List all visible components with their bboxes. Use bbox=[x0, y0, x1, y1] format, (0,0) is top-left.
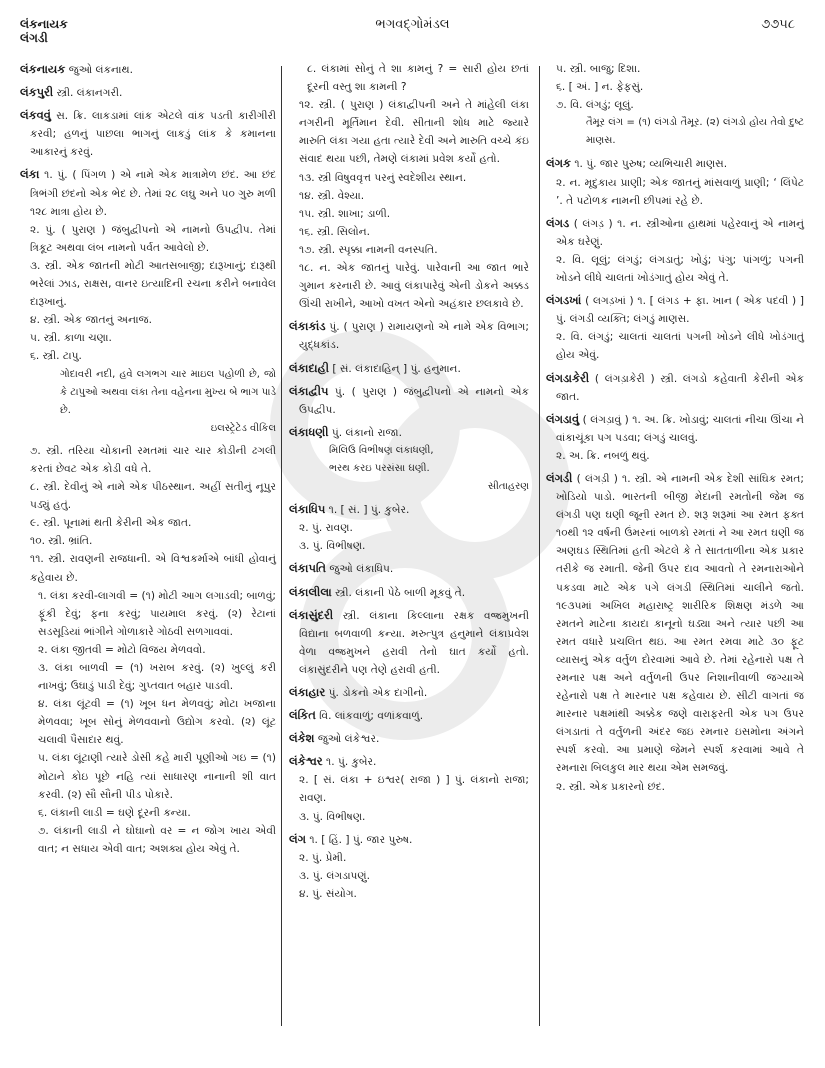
entry-sense: ૭. સ્ત્રી. તરિયા ચોકાની રમતમાં ચાર ચાર કોડીની ઢગલી કરતાં છેવટ એક કોડી વધે તે. bbox=[30, 444, 276, 475]
definition-text: ( લગડ઼ખાં ) ૧. [ લંગડ + ફા. ખાન ( એક પદવી ) ] પું. લંગડી વ્યક્તિ; લંગડું માણસ. bbox=[556, 295, 804, 326]
entry-definition bbox=[289, 559, 529, 578]
entry-definition bbox=[289, 752, 529, 771]
entry-sense: ૨. સ્ત્રી. એક પ્રકારનો છંદ. bbox=[556, 780, 665, 793]
definition-text: ૧. પું. જાર પુરુષ; વ્યભિચારી માણસ. bbox=[574, 158, 728, 171]
dictionary-entry bbox=[20, 106, 276, 161]
definition-text: વિ. લાંકવાળું; વળાંકવાળું. bbox=[319, 710, 424, 723]
entry-sense: ૧૨. સ્ત્રી. ( પુરાણ ) લંકાદ્વીપની અને તે માંહેલી લંકા નગરીની મૂર્તિમાન દેવી. સીતાની શોધ માટે જ્યારે મારુતિ લંકા ગયા હતા ત્યારે દેવી અને મારુતિ વચ્ચે કંઇ સંવાદ થયા પછી, તેમણે લંકામાં પ્રવેશ કર્યો હતો. bbox=[299, 99, 529, 166]
entry-definition bbox=[546, 291, 804, 328]
dictionary-entry bbox=[289, 583, 529, 602]
definition-text: જુઓ લંકાધિપ. bbox=[329, 563, 394, 576]
entry-definition bbox=[289, 706, 529, 725]
dictionary-entry bbox=[289, 559, 529, 578]
entry-definition bbox=[546, 154, 804, 173]
definition-text: પું. ( પુરાણ ) જંબુદ્વીપનો એ નામનો એક ઉપદ્વીપ. bbox=[299, 385, 529, 416]
page-header bbox=[0, 0, 825, 50]
dictionary-entry bbox=[546, 469, 804, 796]
definition-text: સ્ત્રી. લંકાની પેઠે બાળી મૂકવું તે. bbox=[335, 586, 466, 599]
definition-text: ( લંગડ઼ ) ૧. ન. સ્ત્રીઓના હાથમાં પહેરવાનું એ નામનું એક ઘરેણું. bbox=[556, 217, 804, 248]
definition-text: ૧. પું. ( પિંગળ ) એ નામે એક માત્રામેળ છંદ. આ છંદ ત્રિભંગી છંદનો એક ભેદ છે. તેમાં ૨૮ લઘુ અને ૫૦ ગુરુ મળી ૧૨૮ માત્રા હોય છે. bbox=[30, 169, 276, 218]
dictionary-entry bbox=[289, 500, 529, 555]
entry-headword: લંકાકાંડ bbox=[289, 319, 326, 334]
definition-text: ૧. [ સં. ] પું. કુબેર. bbox=[328, 504, 410, 517]
entry-definition bbox=[546, 369, 804, 406]
dictionary-entry bbox=[289, 60, 529, 313]
dictionary-entry bbox=[289, 729, 529, 748]
entry-headword: લંગડ bbox=[546, 215, 570, 230]
entry-definition bbox=[289, 729, 529, 748]
definition-text: સ્ત્રી. લંકાનગરી. bbox=[56, 87, 123, 100]
definition-text: [ સં. લંકાદાહિન્ ] પું. હનુમાન. bbox=[332, 362, 461, 375]
entry-headword: લંગડાકેરી bbox=[546, 370, 590, 385]
column-1 bbox=[20, 60, 276, 862]
entry-sense: ૪. સ્ત્રી. એક જાતનું અનાજ. bbox=[30, 314, 152, 327]
dictionary-entry bbox=[289, 382, 529, 419]
entry-headword: લંકેશ bbox=[289, 731, 315, 746]
dictionary-entry bbox=[546, 60, 804, 150]
idiom-phrase: ૨. લંકા જીતવી = મોટો વિજય મેળવવો. bbox=[38, 643, 206, 656]
idiom-phrase: ૭. લંકાની લાડી ને ઘોઘાનો વર = ન જોગ ખાય એવી વાત; ન સધાય એવી વાત; અશક્ય હોય એવું તે. bbox=[38, 824, 276, 855]
entry-headword: લંકાધિપ bbox=[289, 502, 326, 517]
dictionary-entry bbox=[289, 359, 529, 378]
dictionary-entry bbox=[20, 83, 276, 102]
citation-quote: ભરથ કરઇ પરસંસા ઘણી. bbox=[329, 462, 430, 474]
entry-headword: લંકાપતિ bbox=[289, 561, 326, 576]
entry-headword: લંકાદાહી bbox=[289, 360, 329, 375]
entry-definition bbox=[546, 214, 804, 251]
entry-sense: ૯. સ્ત્રી. પૂનામાં થતી કેરીની એક જાત. bbox=[30, 517, 192, 530]
entry-headword: લંકાસુંદરી bbox=[289, 607, 334, 622]
entry-sense: ૨. અ. ક્રિ. નબળું થવું. bbox=[556, 449, 650, 462]
definition-text: જુઓ લંકેશ્વર. bbox=[317, 733, 380, 746]
entry-headword: લંગડખાં bbox=[546, 293, 582, 308]
entry-sense: ૨. પું. ( પુરાણ ) જંબુદ્વીપનો એ નામનો ઉપદ્વીપ. તેમાં ત્રિકૂટ અથવા લંબ નામનો પર્વત આવેલો છે. bbox=[30, 223, 276, 254]
dictionary-entry bbox=[289, 752, 529, 825]
entry-sense: ૧૦. સ્ત્રી. ભ્રાંતિ. bbox=[30, 535, 93, 548]
column-divider bbox=[281, 66, 282, 1026]
entry-definition bbox=[546, 410, 804, 447]
dictionary-entry bbox=[546, 214, 804, 287]
entry-definition bbox=[20, 165, 276, 220]
definition-text: ૧. [ હિં. ] પું. જાર પુરુષ. bbox=[309, 833, 413, 846]
entry-sense: ૭. વિ. લંગડું; લૂલું. bbox=[556, 99, 634, 112]
entry-definition bbox=[20, 106, 276, 161]
entry-sense: ૧૩. સ્ત્રી વિષુવવૃત્ત પરનું સ્વદેશીય સ્થાન. bbox=[299, 171, 467, 184]
idiom-phrase: ૮. લંકામાં સોનું તે શા કામનું ? = સારી હોય છતાં દૂરની વસ્તુ શા કામની ? bbox=[307, 63, 529, 94]
entry-definition bbox=[289, 382, 529, 419]
entry-headword: લંગડી bbox=[546, 470, 573, 485]
definition-text: ( લંગડ઼ાકેરી ) સ્ત્રી. લંગડો કહેવાતી કેરીની એક જાત. bbox=[556, 372, 804, 403]
book-title: ભગવદ્‌ગોમંડલ bbox=[375, 17, 450, 32]
idiom-phrase: ૪. લંકા લૂંટવી = (૧) ખૂબ ધન મેળવવું; મોટા ખજાના મેળવવા; ખૂબ સોનું મેળવવાનો ઉદ્યોગ કરવો. (૨) લૂંટ ચલાવી પૈસાદાર થવું. bbox=[38, 698, 276, 747]
entry-sense: ૧૬. સ્ત્રી. સિલોન. bbox=[299, 225, 370, 238]
idiom-phrase: ૬. લંકાની લાડી = ઘણે દૂરની કન્યા. bbox=[38, 806, 191, 819]
dictionary-entry bbox=[289, 423, 529, 496]
definition-text: ( લંગડ઼ાવું ) ૧. અ. ક્રિ. ખોડાવું; ચાલતાં નીચા ઊંચા ને વાંકાચૂંકા પગ પડવા; લંગડું ચાલવું. bbox=[556, 413, 804, 444]
entry-sense: ૮. સ્ત્રી. દેવીનું એ નામે એક પીઠસ્થાન. અહીં સતીનું નૂપુર પડ્યું હતું. bbox=[30, 481, 276, 512]
dictionary-entry bbox=[20, 165, 276, 858]
guide-word-last: લંગડી bbox=[20, 31, 48, 45]
column-3 bbox=[546, 60, 804, 800]
entry-headword: લંગક bbox=[546, 156, 571, 171]
entry-sense: ૨. [ સં. લંકા + ઇશ્વર( રાજા ) ] પું. લંકાનો રાજા; રાવણ. bbox=[299, 774, 529, 805]
citation-source: ઇલસ્ટ્રેટેડ વીકિલ bbox=[210, 422, 276, 434]
definition-text: સ. ક્રિ. લાકડામાં લાંક એટલે વાંક પડતી કારીગીરી કરવી; હળનું પાછલા ભાગનું લાકડું લાંક કે કમાનના આકારનું કરવું. bbox=[30, 110, 276, 159]
definition-text: ( લંગડ઼ી ) ૧. સ્ત્રી. એ નામની એક દેશી સાંઘિક રમત; ખોડિયો પાડો. ભારતની બીજી મેદાની રમતોની જેમ જ લંગડી પણ ઘણી જૂની રમત છે. શરૂ શરૂમાં આ રમત ફક્ત ૧૦થી ૧૨ વર્ષની ઉંમરનાં બાળકો રમતાં ને આ રમત ઘણી જ અણઘડ સ્થિતિમાં હતી એટલે કે તે સાતતાળીના એક પ્રકાર તરીકે જ રમાતી. જેની ઉપર દાવ આવતો તે રમનારાઓને પકડવા માટે એક પગે લંગડી સ્થિતિમાં ચાલીને જતો. ૧૯૩૫માં અખિલ મહારાષ્ટ્ર શારીરિક શિક્ષણ મંડળે આ રમતને માટેના કાયદા કાનૂનો ઘડ્યા અને ત્યાર પછી આ રમત વધારે પ્રચલિત થઇ. આ રમત રમવા માટે ૩૦ ફૂટ વ્યાસનું એક વર્તુળ દોરવામાં આવે છે. તેમાં રહેનારો પક્ષ તે રમનાર પક્ષ અને વર્તુળની ઉપર નિશાનીવાળી જગ્યાએ રહેનારો પક્ષ તે મારનાર પક્ષ કહેવાય છે. સીટી વાગતાં જ મારનાર પક્ષમાંથી અક્કેક જણે વારાફરતી એક પગ ઉપર લંગડાતાં તે વર્તુળની અંદર જઇ રમનાર ઇસમોના અંગને સ્પર્શ કરવો. આ પ્રમાણે જેમને સ્પર્શ કરવામાં આવે તે રમનારા બિલકુલ માર થયા એમ સમજવું. bbox=[556, 472, 804, 775]
entry-definition bbox=[546, 469, 804, 778]
page-number: ૭૭૫૮ bbox=[761, 17, 795, 32]
entry-sense: ૧૫. સ્ત્રી. શાખા; ડાળી. bbox=[299, 207, 391, 220]
definition-text: પું. ( પુરાણ ) રામાયણનો એ નામે એક વિભાગ; યુદ્ધકાંડ. bbox=[299, 321, 529, 352]
entry-sense: ૩. પું. વિભીષણ. bbox=[299, 540, 366, 553]
entry-sense: ૧૭. સ્ત્રી. સ્પૃક્કા નામની વનસ્પતિ. bbox=[299, 243, 438, 256]
idiom-phrase: ૩. લંકા બાળવી = (૧) ખરાબ કરવું. (૨) ખુલ્લું કરી નાખવું; ઉઘાડું પાડી દેવું; ગુપ્તવાત બહાર પાડવી. bbox=[38, 662, 276, 693]
entry-definition bbox=[20, 60, 276, 79]
entry-headword: લંકપુરી bbox=[20, 85, 54, 100]
dictionary-entry bbox=[289, 317, 529, 354]
entry-sense: ૩. સ્ત્રી. એક જાતની મોટી આતસબાજી; દારૂખાનું; દારૂથી ભરેલાં ઝાડ, રાક્ષસ, વાનર ઇત્યાદિની રચના કરીને બનાવેલ દારૂખાનું. bbox=[30, 259, 276, 309]
entry-sense: ૧૮. ન. એક જાતનું પારેવું. પારેવાની આ જાત ભારે ગુમાન કરનારી છે. આવું લંકાપારેવું એની ડોકને અક્કડ ઊંચી રાખીને, આખો વખત એનો અહંકાર છલકાવે છે. bbox=[299, 262, 529, 311]
dictionary-entry bbox=[20, 60, 276, 79]
dictionary-entry bbox=[289, 830, 529, 903]
dictionary-entry bbox=[546, 291, 804, 364]
definition-text: ૧. પું. કુબેર. bbox=[326, 756, 377, 769]
dictionary-entry bbox=[546, 369, 804, 406]
entry-definition bbox=[289, 359, 529, 378]
entry-sense: ૨. પું. પ્રેમી. bbox=[299, 851, 347, 864]
citation-source: સીતાહરણ bbox=[487, 481, 529, 493]
entry-definition bbox=[289, 583, 529, 602]
entry-headword: લંકાધણી bbox=[289, 424, 329, 439]
entry-definition bbox=[289, 830, 529, 849]
entry-headword: લંકાદ્વીપ bbox=[289, 383, 329, 398]
entry-sense: ૬. [ અં. ] ન. ફેફસું. bbox=[556, 81, 644, 94]
entry-sense: ૧૪. સ્ત્રી. વેશ્યા. bbox=[299, 189, 365, 202]
entry-definition bbox=[289, 423, 529, 442]
dictionary-entry bbox=[289, 606, 529, 679]
entry-definition bbox=[289, 500, 529, 519]
entry-definition bbox=[289, 606, 529, 679]
dictionary-entry bbox=[546, 154, 804, 209]
entry-headword: લંકિત bbox=[289, 708, 316, 723]
entry-headword: લંકવવું bbox=[20, 108, 51, 123]
entry-headword: લંકાલીલા bbox=[289, 584, 332, 599]
entry-definition bbox=[289, 683, 529, 702]
entry-sense: ૩. પું. વિભીષણ. bbox=[299, 810, 366, 823]
entry-sense: ૪. પું. સંયોગ. bbox=[299, 887, 357, 900]
citation-quote: ગોદાવરી નદી, હવે લગભગ ચાર માઇલ પહોળી છે, જો કે ટાપુઓ અથવા લંકા તેના વહેનના મુખ્ય બે ભાગ પાડે છે. bbox=[60, 368, 276, 416]
entry-headword: લંગ bbox=[289, 831, 306, 846]
dictionary-entry bbox=[289, 706, 529, 725]
entry-definition bbox=[289, 317, 529, 354]
entry-sense: ૬. સ્ત્રી. ટાપુ. bbox=[30, 350, 82, 363]
entry-sense: ૩. પું. લંગડાપણું. bbox=[299, 869, 371, 882]
entry-sense: ૫. સ્ત્રી. કાળા ચણા. bbox=[30, 332, 112, 345]
citation-quote: મિલિઉ વિભીષણ લંકાધણી, bbox=[329, 444, 434, 456]
column-2 bbox=[289, 60, 529, 907]
entry-headword: લંકાહાર bbox=[289, 685, 326, 699]
entry-headword: લંકા bbox=[20, 167, 40, 182]
entry-sense: ૨. વિ. લંગડું; ચાલતાં ચાલતાં પગની ખોડને લીધે ખોડંગાતું હોય એવું. bbox=[556, 331, 804, 362]
definition-text: જુઓ લંકનાથ. bbox=[68, 64, 134, 76]
entry-sense: ૧૧. સ્ત્રી. રાવણની રાજધાની. એ વિશ્વકર્માએ બાંધી હોવાનું કહેવાય છે. bbox=[30, 553, 276, 584]
entry-sense: ૨. વિ. લૂલું; લંગડું; લંગડાતું; ખોડું; પંગુ; પાંગળું; પગની ખોડને લીધે ચાલતાં ખોડંગાતું હોય એવું તે. bbox=[556, 253, 804, 285]
definition-text: પું. ડોકનો એક દાગીનો. bbox=[328, 687, 428, 699]
entry-headword: લંગડાવું bbox=[546, 411, 580, 426]
column-divider bbox=[539, 66, 540, 1026]
entry-sense: ૨. પું. રાવણ. bbox=[299, 522, 353, 535]
entry-headword: લંકનાયક bbox=[20, 62, 66, 76]
definition-text: સ્ત્રી. લંકાના કિલ્લાના રક્ષક વજ્રમુખની વિદ્યાના બળવાળી કન્યા. મરુત્પુત્ર હનુમાને લંકાપ્રવેશ વેળા વજ્રમુખને હરાવી તેનો ઘાત કર્યો હતો. લંકાસુંદરીને પણ તેણે હરાવી હતી. bbox=[299, 609, 529, 676]
entry-definition bbox=[20, 83, 276, 102]
dictionary-entry bbox=[546, 410, 804, 465]
dictionary-entry bbox=[289, 683, 529, 702]
entry-sense: ૨. ન. મૃદુકાય પ્રાણી; એક જાતનું માંસવાળું પ્રાણી; ‘ લિંપેટ ’. તે પટોળક નામની છીપમાં રહે છે. bbox=[556, 176, 804, 207]
idiom-phrase: ૫. લંકા લૂંટાણી ત્યારે ડોસી કહે મારી પૂણીઓ ગઇ = (૧) મોટાને કોઇ પૂછે નહિ ત્યાં સાધારણ નાનાની શી વાત કરવી. (૨) સૌ સૌની પીડ પોકારે. bbox=[38, 752, 276, 801]
definition-text: પું. લંકાનો રાજા. bbox=[331, 426, 402, 439]
citation-quote: તૈમૂર લંગ = (૧) લંગડો તૈમૂર. (૨) લંગડો હોય તેવો દુષ્ટ માણસ. bbox=[586, 117, 804, 147]
guide-word-first: લંકનાયક bbox=[20, 17, 68, 31]
entry-headword: લંકેશ્વર bbox=[289, 754, 323, 769]
idiom-phrase: ૧. લંકા કરવી-લાગવી = (૧) મોટી આગ લગાડવી; બાળવું; ફૂંકી દેવું; ફના કરવું; પાયમાલ કરવું. (૨) રેટાનાં સડસૂડિયાં ભાંગીને ગોળાકારે ગોઠવી સળગાવવાં. bbox=[38, 589, 276, 638]
entry-sense: ૫. સ્ત્રી. બાજુ; દિશા. bbox=[556, 63, 641, 75]
